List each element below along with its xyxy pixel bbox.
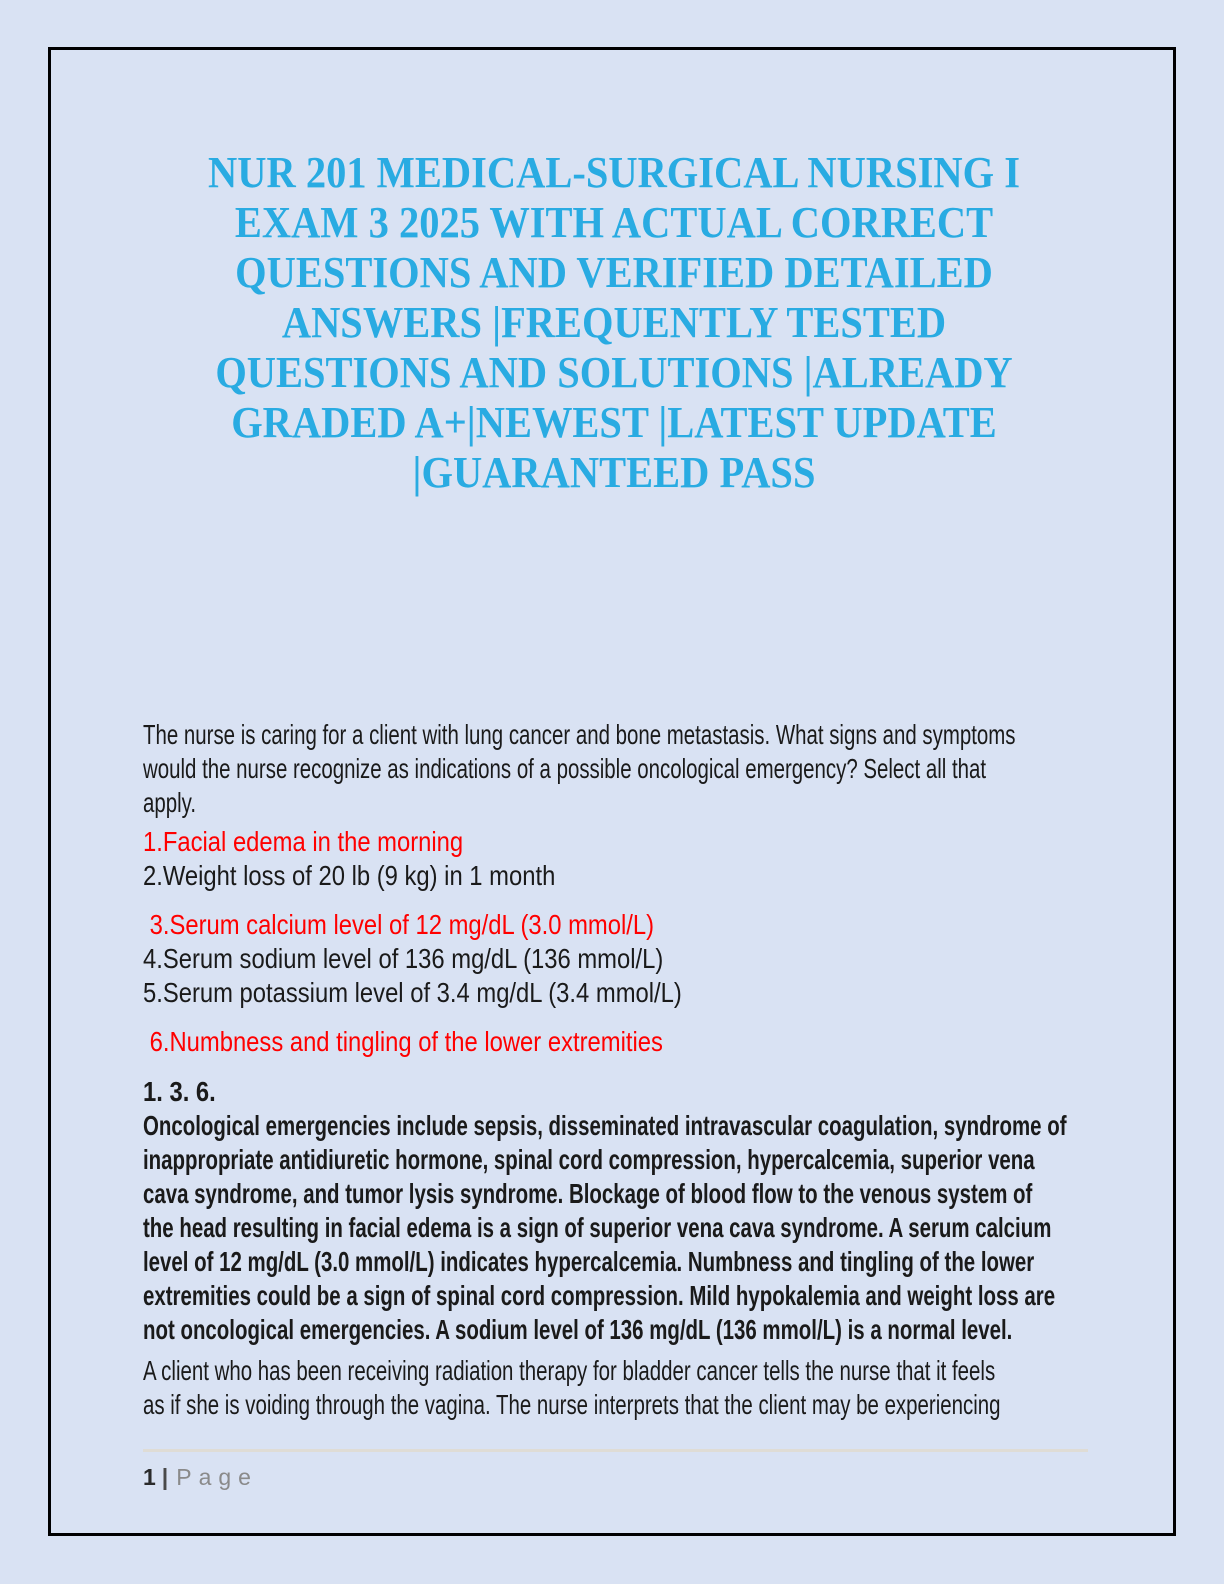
question-1-line: apply. [143,787,197,818]
option-1-correct: 1.Facial edema in the morning [143,826,464,857]
option-2: 2.Weight loss of 20 lb (9 kg) in 1 month [143,860,556,891]
footer-page-label: Page [176,1464,258,1490]
question-2-text [143,1354,1001,1422]
option-4: 4.Serum sodium level of 136 mg/dL (136 mmol/L) [143,943,664,974]
page-footer [143,1449,1088,1490]
title-line: QUESTIONS AND VERIFIED DETAILED [235,248,993,297]
answer-options-list [143,825,1085,1059]
question-2-line: A client who has been receiving radiation therapy for bladder cancer tells the nurse that it feels [143,1355,996,1386]
question-1-line: The nurse is caring for a client with lung cancer and bone metastasis. What signs and symptoms [143,719,1016,750]
option-6-correct: 6.Numbness and tingling of the lower extremities [143,1026,663,1057]
title-line: NUR 201 MEDICAL-SURGICAL NURSING I [208,148,1020,197]
title-line: EXAM 3 2025 WITH ACTUAL CORRECT [234,198,994,247]
option-5: 5.Serum potassium level of 3.4 mg/dL (3.4 mmol/L) [143,977,682,1008]
rationale-line: cava syndrome, and tumor lysis syndrome. Blockage of blood flow to the venous system of [143,1178,1033,1209]
option-3-correct: 3.Serum calcium level of 12 mg/dL (3.0 mmol/L) [143,909,655,940]
question-1-line: would the nurse recognize as indications of a possible oncological emergency? Select all that [143,753,987,784]
rationale-line: level of 12 mg/dL (3.0 mmol/L) indicates hypercalcemia. Numbness and tingling of the lower [143,1246,1035,1277]
text-column [143,0,1085,1422]
footer-page-number: 1 [143,1464,156,1490]
title-line: |GUARANTEED PASS [412,448,816,497]
rationale-line: the head resulting in facial edema is a sign of superior vena cava syndrome. A serum calcium [143,1212,1052,1243]
question-1-text [143,718,1016,820]
footer-text [143,1464,1088,1490]
question-2-line: as if she is voiding through the vagina. The nurse interprets that the client may be experiencing [143,1389,1001,1420]
title-line: GRADED A+|NEWEST |LATEST UPDATE [231,398,997,447]
title-line: ANSWERS |FREQUENTLY TESTED [281,298,947,347]
rationale-line: not oncological emergencies. A sodium level of 136 mg/dL (136 mmol/L) is a normal level. [143,1314,1013,1345]
footer-separator: | [161,1464,169,1490]
rationale-line: extremities could be a sign of spinal cord compression. Mild hypokalemia and weight loss are [143,1280,1056,1311]
correct-answer-label: 1. 3. 6. [143,1076,216,1107]
title-line: QUESTIONS AND SOLUTIONS |ALREADY [215,348,1013,397]
rationale-line: Oncological emergencies include sepsis, disseminated intravascular coagulation, syndrome of [143,1110,1067,1141]
answer-rationale [143,1109,1067,1347]
document-title [181,148,1048,498]
rationale-line: inappropriate antidiuretic hormone, spinal cord compression, hypercalcemia, superior vena [143,1144,1035,1175]
